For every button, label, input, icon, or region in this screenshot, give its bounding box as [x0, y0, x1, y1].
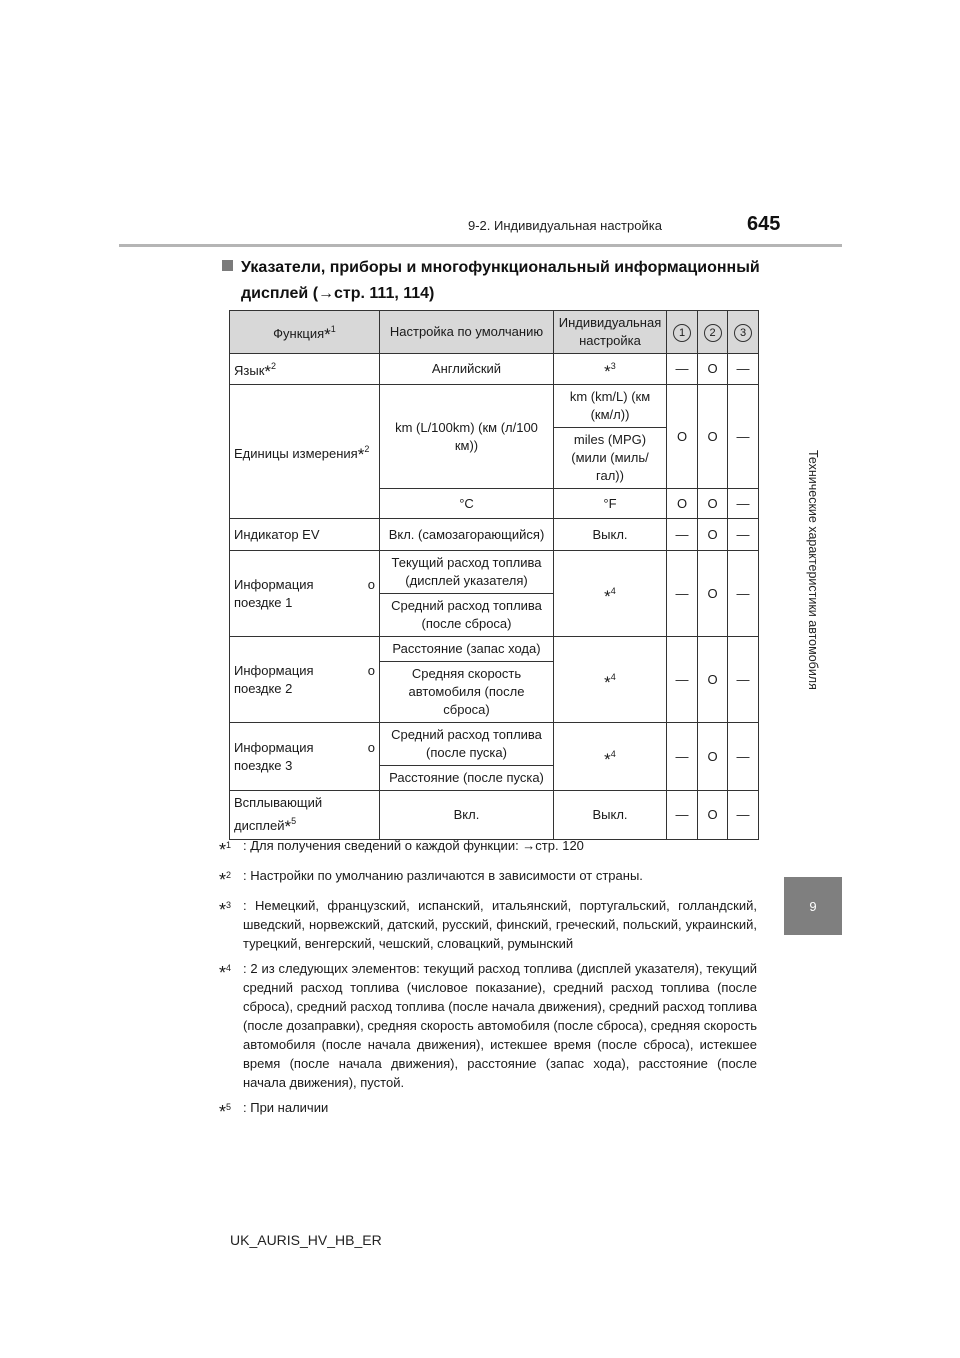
row-trip2-custom: *$^4$: [554, 637, 667, 723]
header-custom: Индивидуальная настройка: [554, 311, 667, 354]
cell-mark: O: [698, 723, 728, 791]
cell-mark: —: [667, 519, 698, 551]
settings-table: [229, 310, 759, 840]
section-heading: [222, 255, 762, 307]
footnote-1: *$^1$ : Для получения сведений о каждой функции: →стр. 120: [219, 838, 584, 860]
side-chapter-title-text: Технические характеристики автомобиля: [806, 450, 820, 690]
row-trip2-default-1: Расстояние (запас хода): [380, 637, 554, 662]
row-language-default: Английский: [380, 354, 554, 385]
header-circle-2: 2: [698, 311, 728, 354]
table-row: [230, 551, 759, 594]
row-language-name: Язык*$^2$: [230, 354, 380, 385]
cell-mark: —: [728, 723, 759, 791]
table-row: [230, 354, 759, 385]
table-row: [230, 723, 759, 766]
row-trip3-name: Информация о поездке 3: [230, 723, 380, 791]
cell-mark: O: [667, 385, 698, 489]
cell-mark: —: [667, 354, 698, 385]
header-function: Функция*$^1$: [230, 311, 380, 354]
row-units-default-temp: °C: [380, 489, 554, 519]
row-trip2-default-2: Средняя скорость автомобиля (после сброса): [380, 662, 554, 723]
footnote-4: *$^4$ : 2 из следующих элементов: текущий расход топлива (дисплей указателя), текущий средний расход топлива (числовое показание), средний расход топлива (после сброса), средний расход топлива (после начала движения), средний расход топлива (после дозаправки), средняя скорость автомобиля (после сброса), средняя скорость автомобиля (после начала движения), истекшее время (после сброса), истекшее время (после начала движения), расстояние (запас хода), расстояние (после начала движения), пустой.: [219, 961, 757, 1090]
heading-bullet-square: [222, 260, 233, 271]
page-number: 645: [747, 213, 781, 235]
row-ev-name: Индикатор EV: [230, 519, 380, 551]
header-section-title: 9-2. Индивидуальная настройка: [468, 218, 662, 233]
footer-document-id: UK_AURIS_HV_HB_ER: [230, 1232, 382, 1248]
cell-mark: —: [728, 489, 759, 519]
cell-mark: O: [698, 791, 728, 840]
table-row: [230, 519, 759, 551]
cell-mark: —: [728, 551, 759, 637]
cell-mark: O: [667, 489, 698, 519]
cell-mark: —: [728, 791, 759, 840]
footnotes: [219, 836, 757, 1128]
row-units-custom-2: miles (MPG) (мили (миль/ гал)): [554, 428, 667, 489]
row-units-default: km (L/100km) (км (л/100 км)): [380, 385, 554, 489]
footnote-2: *$^2$ : Настройки по умолчанию различаются в зависимости от страны.: [219, 868, 643, 890]
table-row: [230, 791, 759, 840]
cell-mark: O: [698, 519, 728, 551]
header-rule: [119, 244, 842, 247]
row-popup-custom: Выкл.: [554, 791, 667, 840]
side-chapter-title: [784, 270, 842, 870]
row-popup-name: Всплывающий дисплей*$^5$: [230, 791, 380, 840]
row-trip3-default-1: Средний расход топлива (после пуска): [380, 723, 554, 766]
cell-mark: —: [728, 637, 759, 723]
cell-mark: —: [728, 519, 759, 551]
row-popup-default: Вкл.: [380, 791, 554, 840]
row-trip1-default-2: Средний расход топлива (после сброса): [380, 594, 554, 637]
cell-mark: —: [728, 354, 759, 385]
cell-mark: O: [698, 637, 728, 723]
row-trip1-custom: *$^4$: [554, 551, 667, 637]
row-trip3-default-2: Расстояние (после пуска): [380, 766, 554, 791]
table-header-row: [230, 311, 759, 354]
cell-mark: —: [667, 791, 698, 840]
footnote-3: *$^3$ : Немецкий, французский, испанский, итальянский, португальский, голландский, шведский, норвежский, датский, русский, финский, греческий, польский, украинский, турецкий, венгерский, чешский, словацкий, румынский: [219, 898, 757, 951]
table-row: [230, 385, 759, 428]
cell-mark: —: [667, 637, 698, 723]
cell-mark: —: [728, 385, 759, 489]
row-trip3-custom: *$^4$: [554, 723, 667, 791]
cell-mark: O: [698, 385, 728, 489]
cell-mark: O: [698, 489, 728, 519]
row-units-name: Единицы измерения*$^2$: [230, 385, 380, 519]
side-chapter-tab: 9: [784, 877, 842, 935]
row-ev-custom: Выкл.: [554, 519, 667, 551]
cell-mark: O: [698, 354, 728, 385]
row-trip1-name: Информация о поездке 1: [230, 551, 380, 637]
header-default: Настройка по умолчанию: [380, 311, 554, 354]
cell-mark: O: [698, 551, 728, 637]
header-circle-1: 1: [667, 311, 698, 354]
row-trip2-name: Информация о поездке 2: [230, 637, 380, 723]
heading-line-1: Указатели, приборы и многофункциональный информационный: [241, 259, 760, 276]
heading-line-2: дисплей (→стр. 111, 114): [241, 285, 435, 302]
cell-mark: —: [667, 723, 698, 791]
header-circle-3: 3: [728, 311, 759, 354]
row-units-custom-temp: °F: [554, 489, 667, 519]
row-language-custom: *$^3$: [554, 354, 667, 385]
cell-mark: —: [667, 551, 698, 637]
footnote-5: *$^5$ : При наличии: [219, 1100, 329, 1122]
row-trip1-default-1: Текущий расход топлива (дисплей указателя): [380, 551, 554, 594]
row-ev-default: Вкл. (самозагорающийся): [380, 519, 554, 551]
table-row: [230, 637, 759, 662]
row-units-custom-1: km (km/L) (км (км/л)): [554, 385, 667, 428]
